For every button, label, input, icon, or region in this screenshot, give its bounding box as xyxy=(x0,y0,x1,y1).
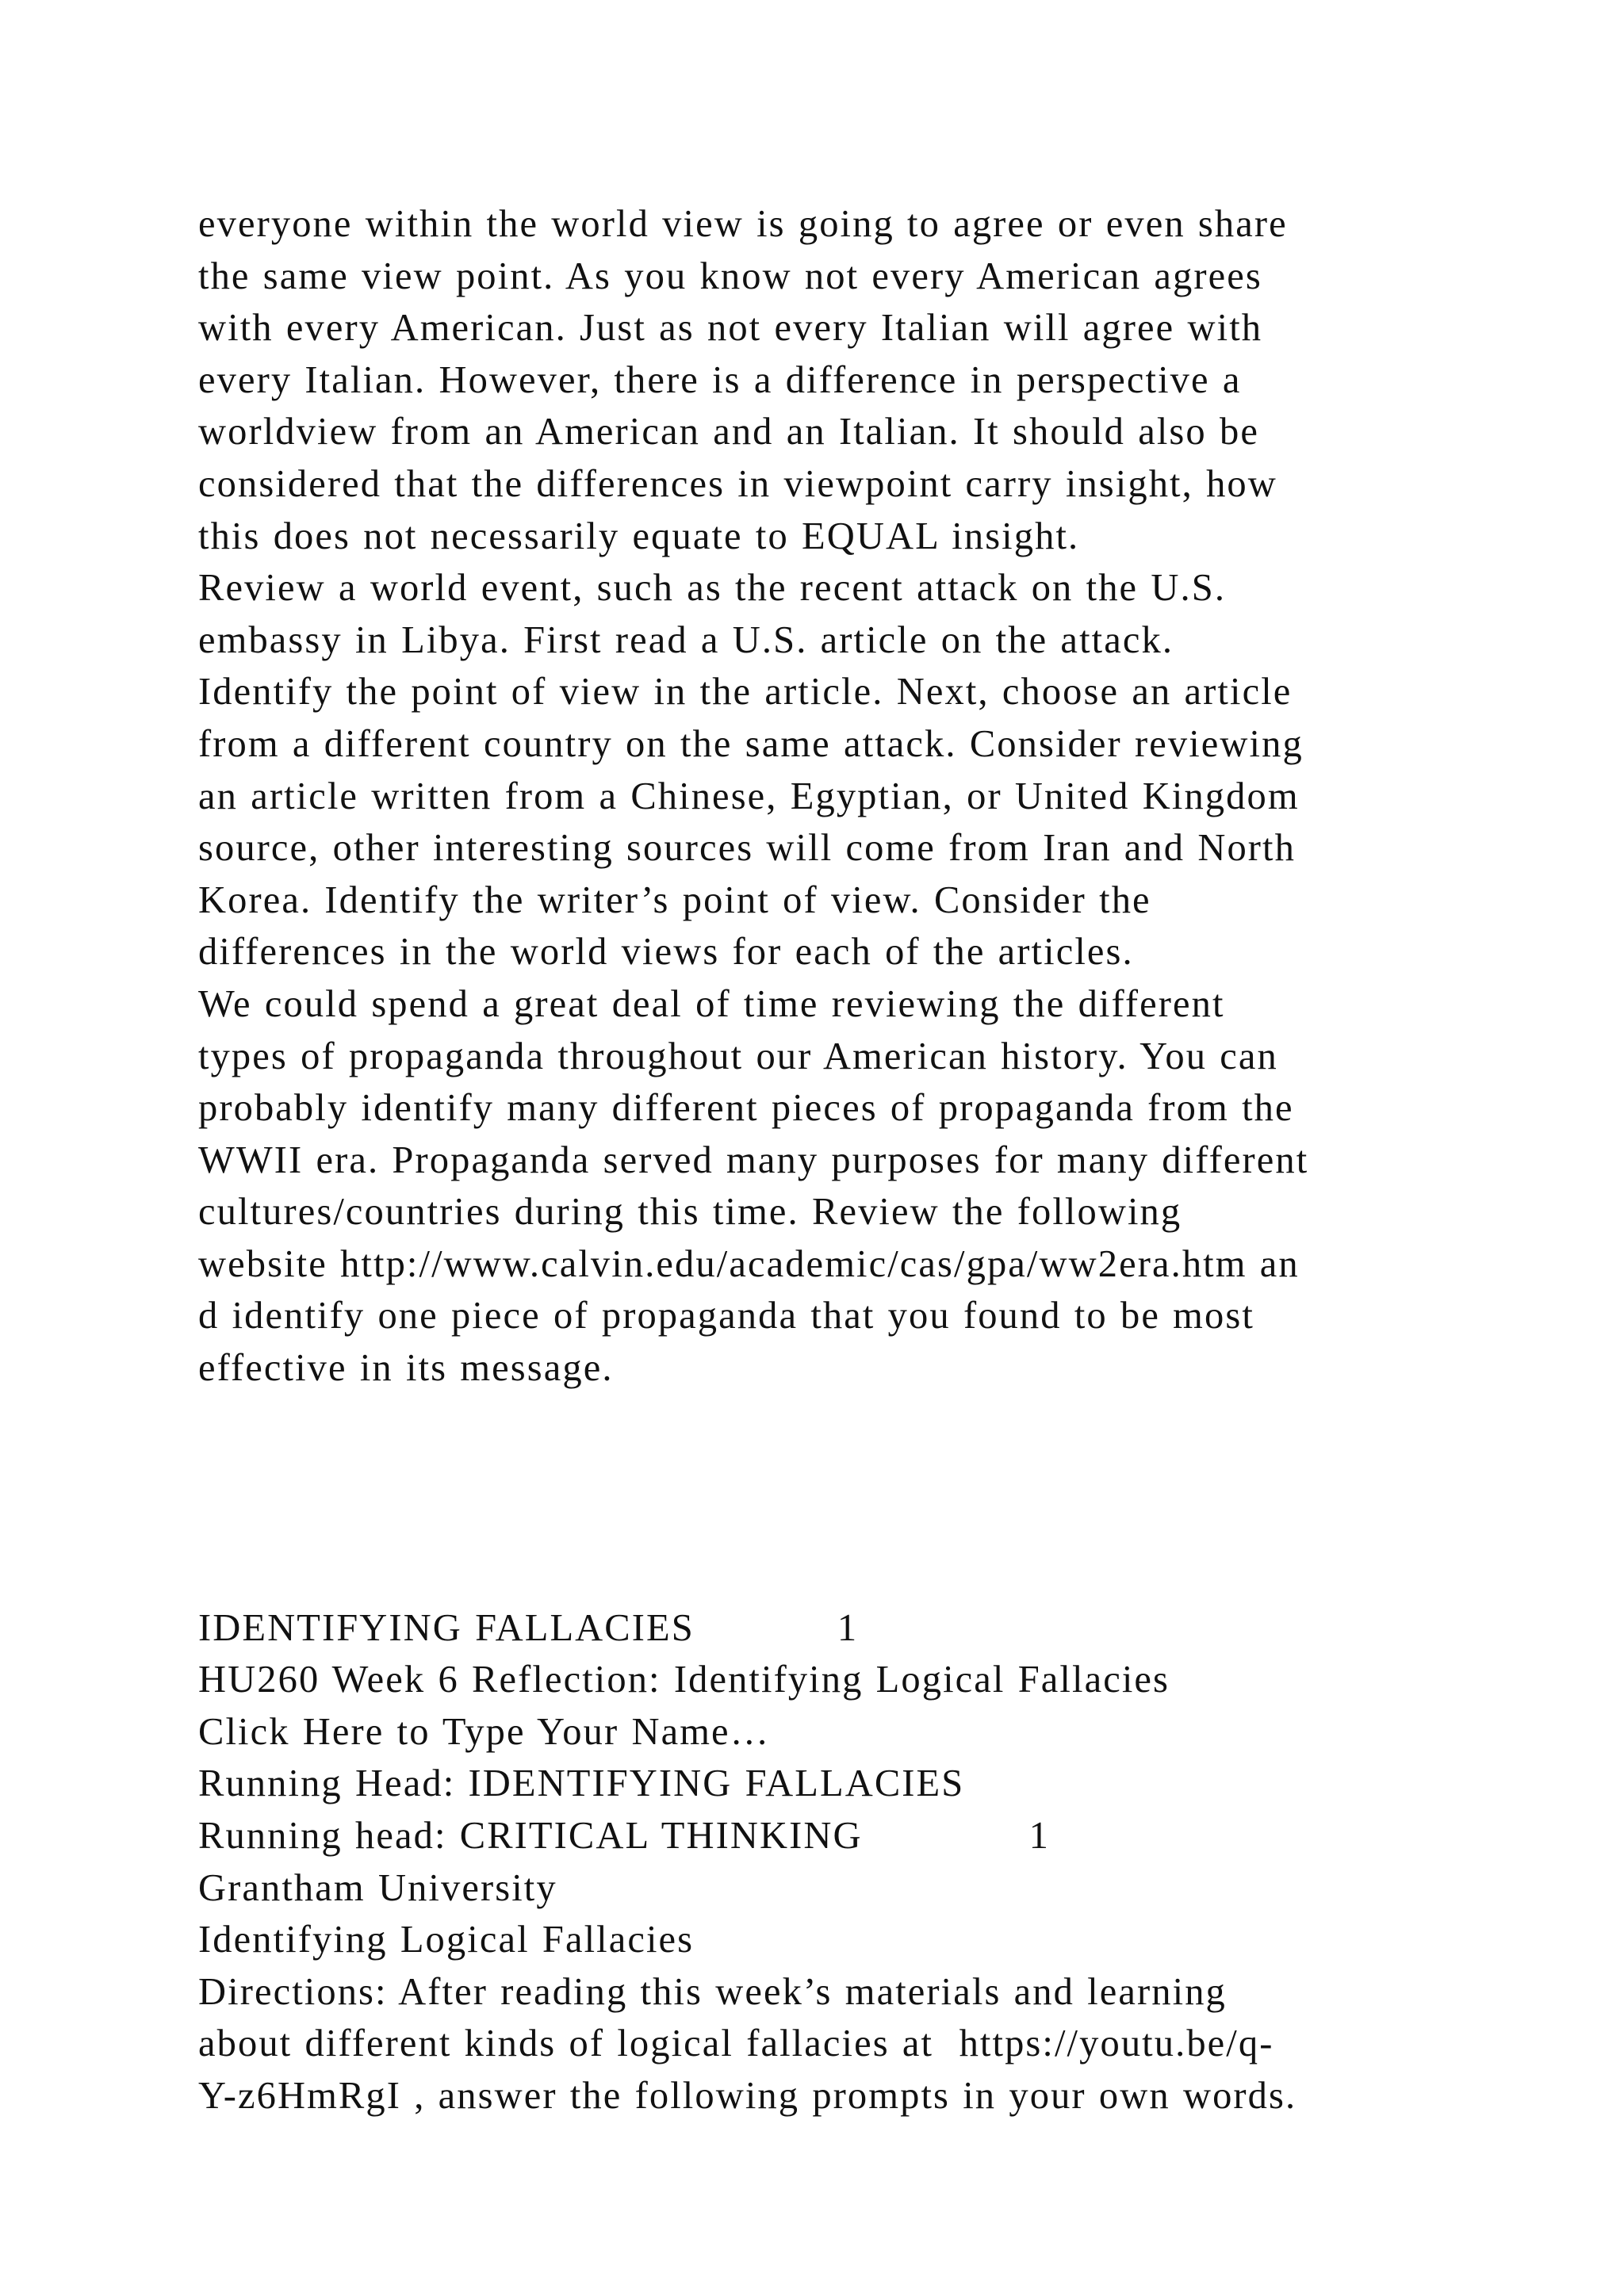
text-line: everyone within the world view is going to agree or even share xyxy=(198,203,1288,245)
running-head: Running Head: IDENTIFYING FALLACIES xyxy=(198,1762,965,1805)
name-placeholder-field[interactable]: Click Here to Type Your Name… xyxy=(198,1710,771,1753)
section-gap xyxy=(198,1395,1507,1602)
text-line: cultures/countries during this time. Review the following xyxy=(198,1191,1182,1234)
text-line: this does not necessarily equate to EQUAL insight. xyxy=(198,515,1080,557)
header-text: IDENTIFYING FALLACIES xyxy=(198,1606,695,1649)
assignment-title: HU260 Week 6 Reflection: Identifying Logical Fallacies xyxy=(198,1659,1170,1701)
text-line: types of propaganda throughout our American history. You can xyxy=(198,1035,1278,1077)
page-number: 1 xyxy=(837,1606,859,1649)
document-title: Identifying Logical Fallacies xyxy=(198,1919,695,1961)
text-line: d identify one piece of propaganda that you found to be most xyxy=(198,1295,1254,1337)
text-line: every Italian. However, there is a difference in perspective a xyxy=(198,358,1242,401)
document-text xyxy=(198,198,1507,2122)
directions-line: Y-z6HmRgI , answer the following prompts in your own words. xyxy=(198,2075,1297,2117)
page-number: 1 xyxy=(1028,1815,1050,1858)
directions-line: about different kinds of logical fallacies at https://youtu.be/q- xyxy=(198,2022,1274,2065)
text-line: WWII era. Propaganda served many purposes for many different xyxy=(198,1138,1309,1181)
text-line: Identify the point of view in the article. Next, choose an article xyxy=(198,671,1293,714)
text-line: from a different country on the same attack. Consider reviewing xyxy=(198,722,1304,765)
text-line: We could spend a great deal of time reviewing the different xyxy=(198,982,1225,1025)
page-header xyxy=(198,1602,1507,1655)
text-line: differences in the world views for each of the articles. xyxy=(198,931,1134,974)
directions-line: Directions: After reading this week’s materials and learning xyxy=(198,1970,1227,2013)
text-line: considered that the differences in viewpoint carry insight, how xyxy=(198,462,1277,505)
page-header xyxy=(198,1810,1507,1862)
text-line: with every American. Just as not every Italian will agree with xyxy=(198,307,1263,350)
text-line: effective in its message. xyxy=(198,1347,614,1390)
text-line: worldview from an American and an Italian. It should also be xyxy=(198,411,1259,453)
university-name: Grantham University xyxy=(198,1866,557,1909)
text-line: the same view point. As you know not every American agrees xyxy=(198,254,1262,297)
text-line: website http://www.calvin.edu/academic/cas/gpa/ww2era.htm an xyxy=(198,1242,1300,1285)
text-line: Review a world event, such as the recent attack on the U.S. xyxy=(198,567,1227,610)
text-line: probably identify many different pieces of propaganda from the xyxy=(198,1087,1294,1130)
text-line: source, other interesting sources will come from Iran and North xyxy=(198,827,1296,870)
header-text: Running head: CRITICAL THINKING xyxy=(198,1815,863,1858)
text-line: Korea. Identify the writer’s point of view. Consider the xyxy=(198,878,1151,921)
text-line: embassy in Libya. First read a U.S. article on the attack. xyxy=(198,618,1174,661)
text-line: an article written from a Chinese, Egyptian, or United Kingdom xyxy=(198,775,1300,817)
